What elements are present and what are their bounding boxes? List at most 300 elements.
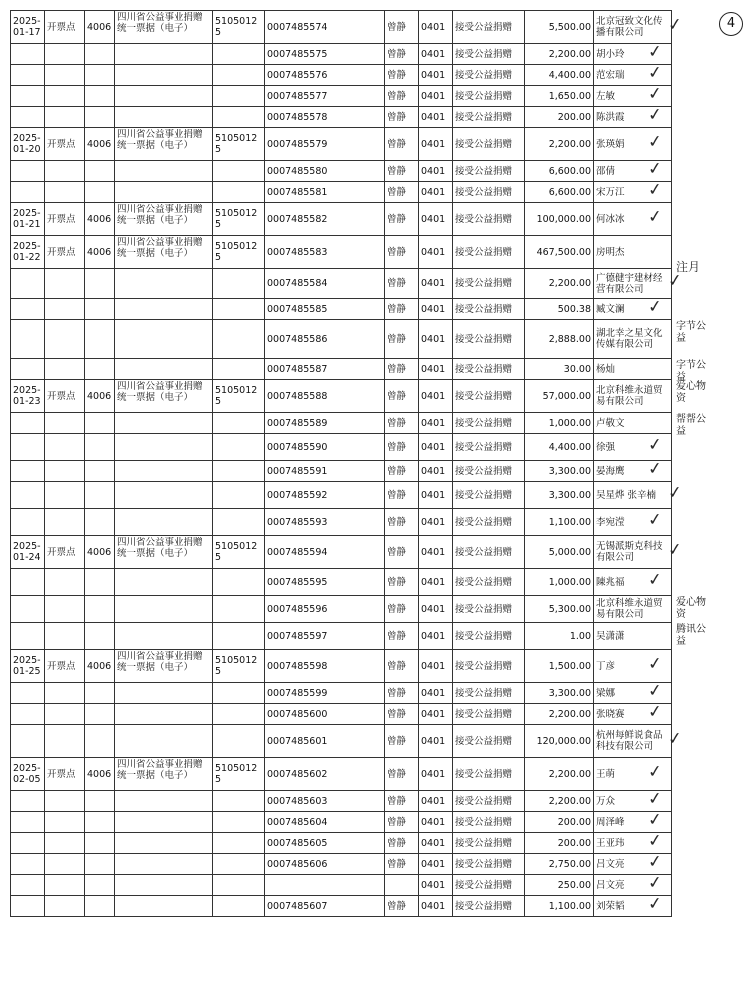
donor-cell: 万众 <box>594 791 672 812</box>
donor-cell: 邵倩 <box>594 161 672 182</box>
code-cell <box>85 65 115 86</box>
handler-cell <box>385 875 419 896</box>
date-cell: 2025-01-22 <box>11 236 45 269</box>
issuer-cell: 开票点 <box>45 128 85 161</box>
issuer-cell <box>45 461 85 482</box>
donor-cell: 王亚玮 <box>594 833 672 854</box>
issuer-cell <box>45 623 85 650</box>
side-note: 字节公益 <box>676 321 706 344</box>
table-row <box>11 461 672 482</box>
table-row <box>11 11 672 44</box>
date-cell <box>11 86 45 107</box>
description-cell: 接受公益捐赠 <box>453 359 525 380</box>
amount-cell: 3,300.00 <box>525 461 594 482</box>
code-cell <box>85 683 115 704</box>
issuer-cell <box>45 704 85 725</box>
date-cell <box>11 596 45 623</box>
bill-number-cell: 0007485584 <box>265 269 385 299</box>
check-mark-icon: ✓ <box>646 652 664 675</box>
date-cell <box>11 509 45 536</box>
date-cell <box>11 704 45 725</box>
bill-number-cell: 0007485602 <box>265 758 385 791</box>
table-row <box>11 65 672 86</box>
bill-number-cell: 0007485582 <box>265 203 385 236</box>
table-row <box>11 413 672 434</box>
check-mark-icon: ✓ <box>646 700 664 723</box>
issuer-cell <box>45 725 85 758</box>
issuer-cell <box>45 86 85 107</box>
table-row <box>11 596 672 623</box>
amount-cell: 500.38 <box>525 299 594 320</box>
subject-code-cell: 0401 <box>419 269 453 299</box>
description-cell: 接受公益捐赠 <box>453 434 525 461</box>
handler-cell: 曾静 <box>385 623 419 650</box>
donor-cell: 王萌 <box>594 758 672 791</box>
amount-cell: 1,000.00 <box>525 413 594 434</box>
subject-code-cell: 0401 <box>419 320 453 359</box>
issuer-cell <box>45 44 85 65</box>
subject-code-cell: 0401 <box>419 683 453 704</box>
donor-cell: 刘荣韬 <box>594 896 672 917</box>
subject-code-cell: 0401 <box>419 704 453 725</box>
amount-cell: 2,750.00 <box>525 854 594 875</box>
series-cell <box>213 569 265 596</box>
amount-cell: 57,000.00 <box>525 380 594 413</box>
ledger-table <box>10 10 672 917</box>
date-cell <box>11 896 45 917</box>
series-cell <box>213 482 265 509</box>
bill-type-cell <box>115 161 213 182</box>
amount-cell: 4,400.00 <box>525 65 594 86</box>
code-cell: 4006 <box>85 650 115 683</box>
code-cell <box>85 320 115 359</box>
table-row <box>11 758 672 791</box>
series-cell <box>213 833 265 854</box>
amount-cell: 2,200.00 <box>525 269 594 299</box>
handler-cell: 曾静 <box>385 509 419 536</box>
subject-code-cell: 0401 <box>419 536 453 569</box>
date-cell <box>11 875 45 896</box>
series-cell <box>213 461 265 482</box>
issuer-cell: 开票点 <box>45 380 85 413</box>
ledger-body <box>11 11 672 917</box>
description-cell: 接受公益捐赠 <box>453 299 525 320</box>
description-cell: 接受公益捐赠 <box>453 128 525 161</box>
bill-type-cell: 四川省公益事业捐赠统一票据（电子） <box>115 758 213 791</box>
description-cell: 接受公益捐赠 <box>453 812 525 833</box>
bill-type-cell: 四川省公益事业捐赠统一票据（电子） <box>115 380 213 413</box>
donor-cell: 左敏 <box>594 86 672 107</box>
series-cell <box>213 434 265 461</box>
issuer-cell <box>45 413 85 434</box>
check-mark-icon: ✓ <box>666 727 684 750</box>
amount-cell: 5,500.00 <box>525 11 594 44</box>
handler-cell: 曾静 <box>385 236 419 269</box>
code-cell <box>85 596 115 623</box>
code-cell <box>85 569 115 596</box>
check-mark-icon: ✓ <box>646 787 664 810</box>
bill-number-cell: 0007485592 <box>265 482 385 509</box>
handler-cell: 曾静 <box>385 536 419 569</box>
series-cell <box>213 683 265 704</box>
check-mark-icon: ✓ <box>646 61 664 84</box>
amount-cell: 6,600.00 <box>525 161 594 182</box>
handler-cell: 曾静 <box>385 86 419 107</box>
handler-cell: 曾静 <box>385 725 419 758</box>
check-mark-icon: ✓ <box>646 508 664 531</box>
check-mark-icon: ✓ <box>646 157 664 180</box>
check-mark-icon: ✓ <box>646 178 664 201</box>
bill-number-cell: 0007485585 <box>265 299 385 320</box>
amount-cell: 6,600.00 <box>525 182 594 203</box>
table-row <box>11 44 672 65</box>
donor-cell: 范宏瑞 <box>594 65 672 86</box>
check-mark-icon: ✓ <box>646 808 664 831</box>
bill-number-cell: 0007485601 <box>265 725 385 758</box>
code-cell <box>85 509 115 536</box>
issuer-cell <box>45 299 85 320</box>
amount-cell: 1,100.00 <box>525 896 594 917</box>
subject-code-cell: 0401 <box>419 299 453 320</box>
bill-type-cell: 四川省公益事业捐赠统一票据（电子） <box>115 203 213 236</box>
code-cell <box>85 44 115 65</box>
table-row <box>11 269 672 299</box>
handler-cell: 曾静 <box>385 203 419 236</box>
date-cell <box>11 569 45 596</box>
subject-code-cell: 0401 <box>419 236 453 269</box>
description-cell: 接受公益捐赠 <box>453 791 525 812</box>
date-cell <box>11 791 45 812</box>
subject-code-cell: 0401 <box>419 875 453 896</box>
subject-code-cell: 0401 <box>419 359 453 380</box>
bill-number-cell: 0007485591 <box>265 461 385 482</box>
bill-type-cell <box>115 596 213 623</box>
code-cell <box>85 875 115 896</box>
series-cell <box>213 86 265 107</box>
page-number-circle: 4 <box>719 12 743 36</box>
amount-cell: 5,000.00 <box>525 536 594 569</box>
code-cell <box>85 812 115 833</box>
subject-code-cell: 0401 <box>419 623 453 650</box>
handler-cell: 曾静 <box>385 758 419 791</box>
series-cell: 51050125 <box>213 128 265 161</box>
description-cell: 接受公益捐赠 <box>453 536 525 569</box>
amount-cell: 4,400.00 <box>525 434 594 461</box>
date-cell <box>11 65 45 86</box>
bill-number-cell: 0007485605 <box>265 833 385 854</box>
handler-cell: 曾静 <box>385 596 419 623</box>
code-cell <box>85 434 115 461</box>
amount-cell: 2,200.00 <box>525 791 594 812</box>
table-row <box>11 623 672 650</box>
date-cell <box>11 812 45 833</box>
bill-type-cell: 四川省公益事业捐赠统一票据（电子） <box>115 536 213 569</box>
donor-cell: 丁彦 <box>594 650 672 683</box>
issuer-cell <box>45 269 85 299</box>
check-mark-icon: ✓ <box>646 295 664 318</box>
table-row <box>11 380 672 413</box>
table-row <box>11 359 672 380</box>
subject-code-cell: 0401 <box>419 596 453 623</box>
description-cell: 接受公益捐赠 <box>453 65 525 86</box>
description-cell: 接受公益捐赠 <box>453 461 525 482</box>
date-cell: 2025-01-21 <box>11 203 45 236</box>
date-cell <box>11 269 45 299</box>
handler-cell: 曾静 <box>385 683 419 704</box>
donor-cell: 湖北幸之星文化传媒有限公司 <box>594 320 672 359</box>
series-cell <box>213 107 265 128</box>
side-note: 爱心物资 <box>676 597 706 620</box>
handler-cell: 曾静 <box>385 569 419 596</box>
handler-cell: 曾静 <box>385 380 419 413</box>
check-mark-icon: ✓ <box>666 481 684 504</box>
code-cell: 4006 <box>85 203 115 236</box>
handler-cell: 曾静 <box>385 896 419 917</box>
amount-cell: 250.00 <box>525 875 594 896</box>
issuer-cell <box>45 683 85 704</box>
check-mark-icon: ✓ <box>646 205 664 228</box>
check-mark-icon: ✓ <box>666 538 684 561</box>
subject-code-cell: 0401 <box>419 11 453 44</box>
code-cell <box>85 299 115 320</box>
issuer-cell: 开票点 <box>45 758 85 791</box>
bill-number-cell: 0007485598 <box>265 650 385 683</box>
code-cell: 4006 <box>85 758 115 791</box>
subject-code-cell: 0401 <box>419 182 453 203</box>
series-cell <box>213 299 265 320</box>
check-mark-icon: ✓ <box>646 829 664 852</box>
donor-cell: 周泽峰 <box>594 812 672 833</box>
check-mark-icon: ✓ <box>646 760 664 783</box>
code-cell: 4006 <box>85 380 115 413</box>
code-cell <box>85 86 115 107</box>
bill-number-cell: 0007485597 <box>265 623 385 650</box>
bill-type-cell <box>115 854 213 875</box>
date-cell <box>11 461 45 482</box>
bill-type-cell <box>115 413 213 434</box>
donor-cell: 吴潇潇 <box>594 623 672 650</box>
bill-number-cell: 0007485590 <box>265 434 385 461</box>
bill-type-cell <box>115 65 213 86</box>
check-mark-icon: ✓ <box>646 892 664 915</box>
code-cell <box>85 704 115 725</box>
date-cell <box>11 833 45 854</box>
handler-cell: 曾静 <box>385 791 419 812</box>
description-cell: 接受公益捐赠 <box>453 161 525 182</box>
bill-type-cell <box>115 269 213 299</box>
date-cell <box>11 182 45 203</box>
bill-type-cell <box>115 725 213 758</box>
subject-code-cell: 0401 <box>419 896 453 917</box>
subject-code-cell: 0401 <box>419 461 453 482</box>
donor-cell: 梁娜 <box>594 683 672 704</box>
code-cell <box>85 623 115 650</box>
date-cell <box>11 623 45 650</box>
bill-type-cell <box>115 44 213 65</box>
issuer-cell <box>45 482 85 509</box>
amount-cell: 200.00 <box>525 812 594 833</box>
handler-cell: 曾静 <box>385 161 419 182</box>
series-cell <box>213 896 265 917</box>
bill-number-cell: 0007485606 <box>265 854 385 875</box>
check-mark-icon: ✓ <box>646 103 664 126</box>
series-cell <box>213 320 265 359</box>
description-cell: 接受公益捐赠 <box>453 623 525 650</box>
bill-number-cell: 0007485589 <box>265 413 385 434</box>
bill-type-cell <box>115 86 213 107</box>
bill-type-cell <box>115 812 213 833</box>
bill-number-cell: 0007485600 <box>265 704 385 725</box>
amount-cell: 2,888.00 <box>525 320 594 359</box>
code-cell: 4006 <box>85 128 115 161</box>
subject-code-cell: 0401 <box>419 434 453 461</box>
date-cell: 2025-01-20 <box>11 128 45 161</box>
series-cell <box>213 791 265 812</box>
description-cell: 接受公益捐赠 <box>453 11 525 44</box>
issuer-cell <box>45 854 85 875</box>
subject-code-cell: 0401 <box>419 482 453 509</box>
bill-type-cell: 四川省公益事业捐赠统一票据（电子） <box>115 236 213 269</box>
amount-cell: 2,200.00 <box>525 44 594 65</box>
bill-type-cell: 四川省公益事业捐赠统一票据（电子） <box>115 650 213 683</box>
amount-cell: 1,100.00 <box>525 509 594 536</box>
issuer-cell <box>45 509 85 536</box>
table-row <box>11 161 672 182</box>
issuer-cell <box>45 359 85 380</box>
issuer-cell <box>45 833 85 854</box>
amount-cell: 467,500.00 <box>525 236 594 269</box>
code-cell <box>85 791 115 812</box>
table-row <box>11 650 672 683</box>
donor-cell: 陳兆福 <box>594 569 672 596</box>
subject-code-cell: 0401 <box>419 380 453 413</box>
table-row <box>11 509 672 536</box>
bill-type-cell <box>115 182 213 203</box>
bill-number-cell: 0007485575 <box>265 44 385 65</box>
handler-cell: 曾静 <box>385 359 419 380</box>
bill-type-cell <box>115 833 213 854</box>
subject-code-cell: 0401 <box>419 413 453 434</box>
amount-cell: 1,650.00 <box>525 86 594 107</box>
handwritten-note: 注月 <box>676 260 701 274</box>
amount-cell: 120,000.00 <box>525 725 594 758</box>
bill-type-cell <box>115 107 213 128</box>
donor-cell: 杨灿 <box>594 359 672 380</box>
date-cell <box>11 161 45 182</box>
bill-number-cell: 0007485583 <box>265 236 385 269</box>
subject-code-cell: 0401 <box>419 650 453 683</box>
donor-cell: 何冰冰 <box>594 203 672 236</box>
donor-cell: 吕文亮 <box>594 875 672 896</box>
description-cell: 接受公益捐赠 <box>453 896 525 917</box>
check-mark-icon: ✓ <box>666 13 684 36</box>
donor-cell: 无锡派斯克科技有限公司 <box>594 536 672 569</box>
table-row <box>11 704 672 725</box>
table-row <box>11 299 672 320</box>
description-cell: 接受公益捐赠 <box>453 569 525 596</box>
amount-cell: 30.00 <box>525 359 594 380</box>
table-row <box>11 833 672 854</box>
series-cell: 51050125 <box>213 536 265 569</box>
series-cell <box>213 509 265 536</box>
issuer-cell <box>45 812 85 833</box>
date-cell <box>11 413 45 434</box>
table-row <box>11 875 672 896</box>
bill-number-cell: 0007485603 <box>265 791 385 812</box>
table-row <box>11 569 672 596</box>
side-note: 爱心物资 <box>676 381 706 404</box>
subject-code-cell: 0401 <box>419 791 453 812</box>
date-cell: 2025-01-17 <box>11 11 45 44</box>
series-cell <box>213 812 265 833</box>
bill-number-cell: 0007485577 <box>265 86 385 107</box>
issuer-cell <box>45 896 85 917</box>
donor-cell: 张瑛娟 <box>594 128 672 161</box>
series-cell: 51050125 <box>213 203 265 236</box>
subject-code-cell: 0401 <box>419 758 453 791</box>
date-cell <box>11 434 45 461</box>
side-note: 腾讯公益 <box>676 624 706 647</box>
date-cell <box>11 854 45 875</box>
bill-type-cell <box>115 434 213 461</box>
donor-cell: 李宛滢 <box>594 509 672 536</box>
description-cell: 接受公益捐赠 <box>453 758 525 791</box>
date-cell <box>11 320 45 359</box>
subject-code-cell: 0401 <box>419 569 453 596</box>
issuer-cell: 开票点 <box>45 11 85 44</box>
issuer-cell <box>45 596 85 623</box>
handler-cell: 曾静 <box>385 128 419 161</box>
description-cell: 接受公益捐赠 <box>453 413 525 434</box>
series-cell <box>213 182 265 203</box>
code-cell <box>85 833 115 854</box>
table-row <box>11 434 672 461</box>
handler-cell: 曾静 <box>385 65 419 86</box>
table-row <box>11 683 672 704</box>
bill-type-cell <box>115 791 213 812</box>
handler-cell: 曾静 <box>385 182 419 203</box>
bill-number-cell: 0007485576 <box>265 65 385 86</box>
bill-number-cell: 0007485588 <box>265 380 385 413</box>
description-cell: 接受公益捐赠 <box>453 320 525 359</box>
table-row <box>11 182 672 203</box>
description-cell: 接受公益捐赠 <box>453 86 525 107</box>
bill-type-cell: 四川省公益事业捐赠统一票据（电子） <box>115 128 213 161</box>
donor-cell: 吕文亮 <box>594 854 672 875</box>
date-cell <box>11 44 45 65</box>
description-cell: 接受公益捐赠 <box>453 650 525 683</box>
subject-code-cell: 0401 <box>419 161 453 182</box>
bill-number-cell: 0007485574 <box>265 11 385 44</box>
check-mark-icon: ✓ <box>646 679 664 702</box>
subject-code-cell: 0401 <box>419 44 453 65</box>
date-cell: 2025-02-05 <box>11 758 45 791</box>
handler-cell: 曾静 <box>385 434 419 461</box>
handler-cell: 曾静 <box>385 320 419 359</box>
code-cell <box>85 854 115 875</box>
description-cell: 接受公益捐赠 <box>453 596 525 623</box>
table-row <box>11 725 672 758</box>
donor-cell: 房明杰 <box>594 236 672 269</box>
subject-code-cell: 0401 <box>419 812 453 833</box>
bill-number-cell: 0007485587 <box>265 359 385 380</box>
code-cell <box>85 896 115 917</box>
donor-cell: 吴星烨 张辛楠 <box>594 482 672 509</box>
series-cell <box>213 44 265 65</box>
series-cell <box>213 875 265 896</box>
bill-type-cell <box>115 461 213 482</box>
donor-cell: 杭州每鲜说食品科技有限公司 <box>594 725 672 758</box>
